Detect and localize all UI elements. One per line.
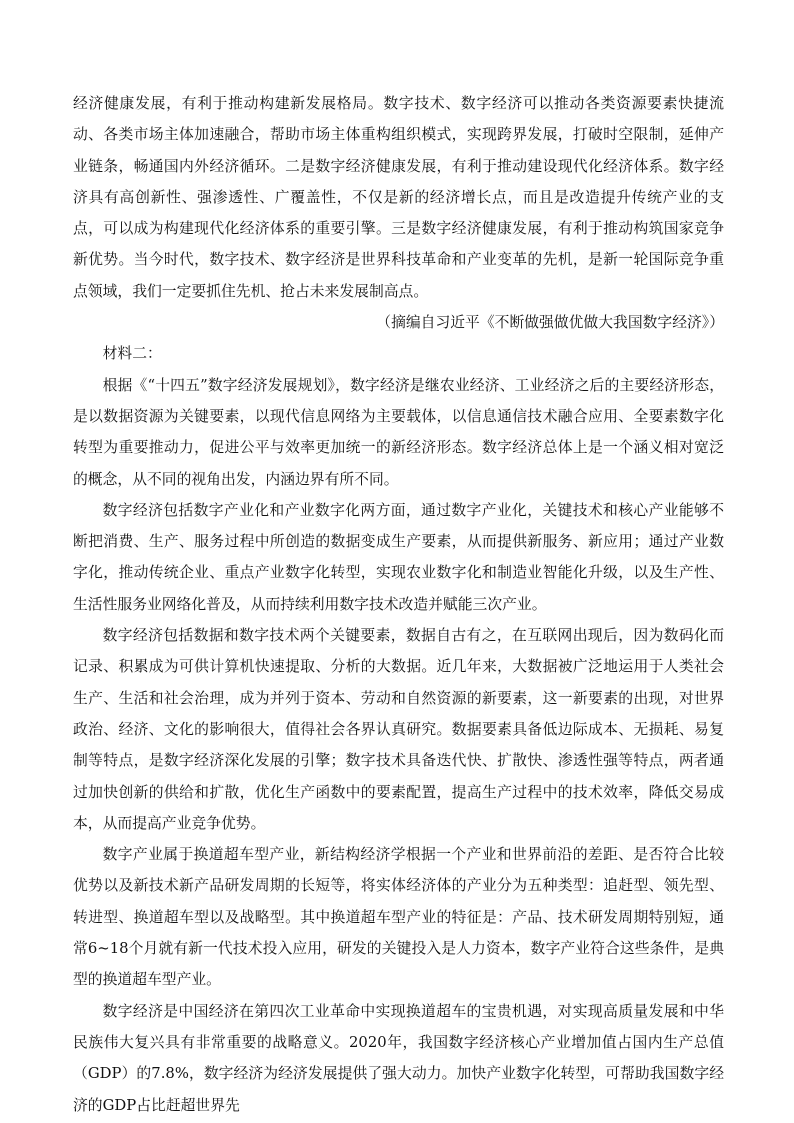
material-paragraph-3: 数字经济包括数据和数字技术两个关键要素，数据自古有之，在互联网出现后，因为数码化而记录、积累成为可供计算机快速提取、分析的大数据。近几年来，大数据被广泛地运用于人类社会生产、生活和社会治理，成为并列于资本、劳动和自然资源的新要素，这一新要素的出现，对世界政治、经济、文化的影响很大，值得社会各界认真研究。数据要素具备低边际成本、无损耗、易复制等特点，是数字经济深化发展的引擎；数字技术具备迭代快、扩散快、渗透性强等特点，两者通过加快创新的供给和扩散，优化生产函数中的要素配置，提高生产过程中的技术效率，降低交易成本，从而提高产业竞争优势。 <box>73 627 724 832</box>
material-label: 材料二： <box>102 345 162 363</box>
paragraph-continued: 经济健康发展，有利于推动构建新发展格局。数字技术、数字经济可以推动各类资源要素快捷流动、各类市场主体加速融合，帮助市场主体重构组织模式，实现跨界发展，打破时空限制，延伸产业链条，畅通国内外经济循环。二是数字经济健康发展，有利于推动建设现代化经济体系。数字经济具有高创新性、强渗透性、广覆盖性，不仅是新的经济增长点，而且是改造提升传统产业的支点，可以成为构建现代化经济体系的重要引擎。三是数字经济健康发展，有利于推动构筑国家竞争新优势。当今时代，数字技术、数字经济是世界科技革命和产业变革的先机，是新一轮国际竞争重点领域，我们一定要抓住先机、抢占未来发展制高点。 <box>73 95 724 300</box>
material-paragraph-5: 数字经济是中国经济在第四次工业革命中实现换道超车的宝贵机遇，对实现高质量发展和中华民族伟大复兴具有非常重要的战略意义。2020年，我国数字经济核心产业增加值占国内生产总值（GDP）的7.8%，数字经济为经济发展提供了强大动力。加快产业数字化转型，可帮助我国数字经济的GDP占比赶超世界先 <box>73 1002 724 1114</box>
material-paragraph-4: 数字产业属于换道超车型产业，新结构经济学根据一个产业和世界前沿的差距、是否符合比较优势以及新技术新产品研发周期的长短等，将实体经济体的产业分为五种类型：追赶型、领先型、转进型、换道超车型以及战略型。其中换道超车型产业的特征是：产品、技术研发周期特别短，通常6~18个月就有新一代技术投入应用，研发的关键投入是人力资本，数字产业符合这些条件，是典型的换道超车型产业。 <box>73 846 724 989</box>
material-paragraph-1: 根据《“十四五”数字经济发展规划》，数字经济是继农业经济、工业经济之后的主要经济形态，是以数据资源为关键要素，以现代信息网络为主要载体，以信息通信技术融合应用、全要素数字化转型为重要推动力，促进公平与效率更加统一的新经济形态。数字经济总体上是一个涵义相对宽泛的概念，从不同的视角出发，内涵边界有所不同。 <box>73 376 724 488</box>
source-citation: （摘编自习近平《不断做强做优做大我国数字经济》） <box>376 314 724 332</box>
article-body <box>73 88 724 1121</box>
material-paragraph-2: 数字经济包括数字产业化和产业数字化两方面，通过数字产业化，关键技术和核心产业能够不断把消费、生产、服务过程中所创造的数据变成生产要素，从而提供新服务、新应用；通过产业数字化，推动传统企业、重点产业数字化转型，实现农业数字化和制造业智能化升级，以及生产性、生活性服务业网络化普及，从而持续利用数字技术改造并赋能三次产业。 <box>73 501 724 613</box>
